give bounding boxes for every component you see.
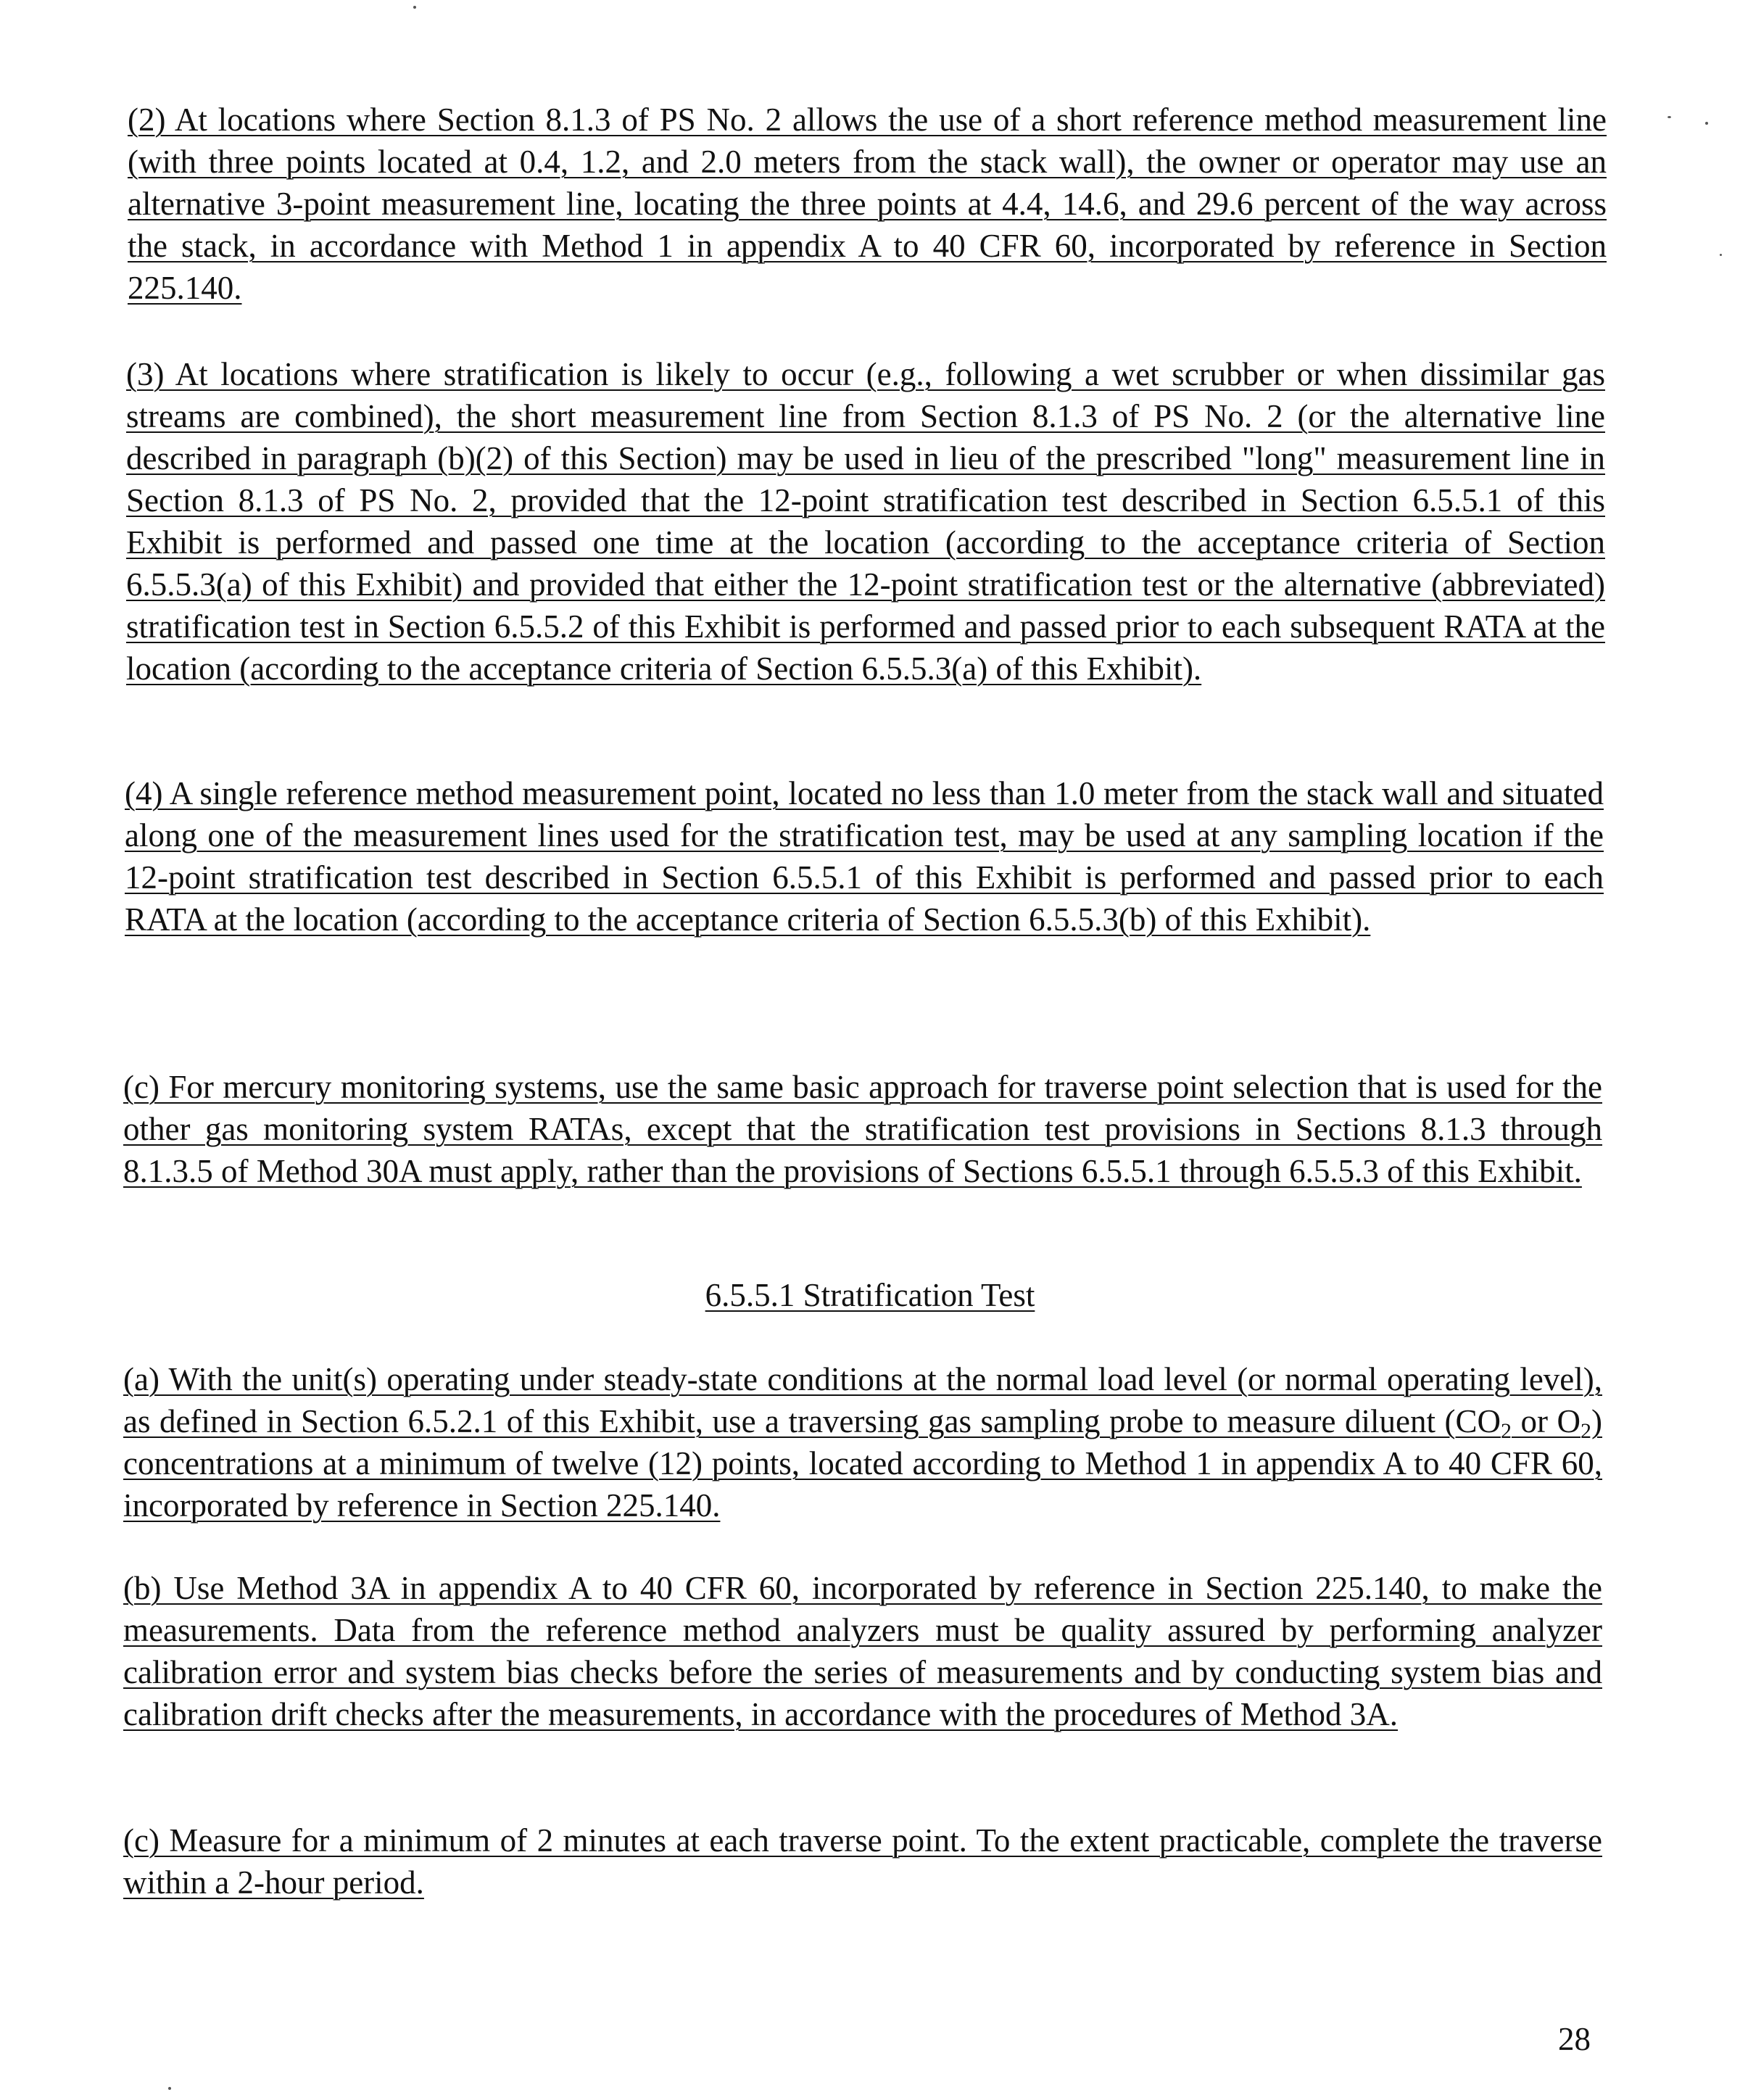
scan-speck [1720,254,1722,256]
p5-text-end: ) concentrations at a minimum of twelve (12) points, located according to Method 1 in appendix A to 40 CFR 60, incorporated by reference in Section 225.140. [123,1403,1602,1524]
co2-subscript: 2 [1500,1419,1512,1443]
page-number: 28 [1558,2021,1591,2057]
paragraph-stratification-short-line: (3) At locations where stratification is likely to occur (e.g., following a wet scrubber or when dissimilar gas streams are combined), the short measurement line from Section 8.1.3 of PS No. 2 (or the alternative line described in paragraph (b)(2) of this Section) may be used in lieu of the prescribed "long" measurement line in Section 8.1.3 of PS No. 2, provided that the 12-point stratification test described in Section 6.5.5.1 of this Exhibit is performed and passed one time at the location (according to the acceptance criteria of Section 6.5.5.3(a) of this Exhibit) and provided that either the 12-point stratification test or the alternative (abbreviated) stratification test in Section 6.5.5.2 of this Exhibit is performed and passed prior to each subsequent RATA at the location (according to the acceptance criteria of Section 6.5.5.3(a) of this Exhibit). [126,356,1605,687]
p5-text-mid: or O [1511,1403,1580,1439]
scan-speck [413,6,416,9]
paragraph-traverse-duration: (c) Measure for a minimum of 2 minutes at each traverse point. To the extent practicable, complete the traverse within a 2-hour period. [123,1822,1602,1901]
paragraph-method-3a: (b) Use Method 3A in appendix A to 40 CFR 60, incorporated by reference in Section 225.140, to make the measurements. Data from the reference method analyzers must be quality assured by performing analyzer calibration error and system bias checks before the series of measurements and by conducting system bias and calibration drift checks after the measurements, in accordance with the procedures of Method 3A. [123,1570,1602,1732]
scan-speck [1668,116,1671,118]
paragraph-single-measurement-point: (4) A single reference method measurement point, located no less than 1.0 meter from the stack wall and situated along one of the measurement lines used for the stratification test, may be used at any sampling location if the 12-point stratification test described in Section 6.5.5.1 of this Exhibit is performed and passed prior to each RATA at the location (according to the acceptance criteria of Section 6.5.5.3(b) of this Exhibit). [125,775,1604,938]
section-heading: 6.5.5.1 Stratification Test [705,1277,1035,1313]
o2-subscript: 2 [1580,1419,1591,1443]
p5-text-start: (a) With the unit(s) operating under steady-state conditions at the normal load level (or normal operating level), as defined in Section 6.5.2.1 of this Exhibit, use a traversing gas sampling probe to measure diluent (CO [123,1361,1602,1439]
paragraph-alternative-3-point-line: (2) At locations where Section 8.1.3 of PS No. 2 allows the use of a short reference method measurement line (with three points located at 0.4, 1.2, and 2.0 meters from the stack wall), the owner or operator may use an alternative 3-point measurement line, locating the three points at 4.4, 14.6, and 29.6 percent of the way across the stack, in accordance with Method 1 in appendix A to 40 CFR 60, incorporated by reference in Section 225.140. [128,102,1607,306]
paragraph-steady-state-measurement [123,1358,1602,1526]
paragraph-mercury-monitoring: (c) For mercury monitoring systems, use the same basic approach for traverse point selection that is used for the other gas monitoring system RATAs, except that the stratification test provisions in Sections 8.1.3 through 8.1.3.5 of Method 30A must apply, rather than the provisions of Sections 6.5.5.1 through 6.5.5.3 of this Exhibit. [123,1069,1602,1189]
scan-speck [1705,122,1708,125]
scan-speck [168,2087,171,2090]
